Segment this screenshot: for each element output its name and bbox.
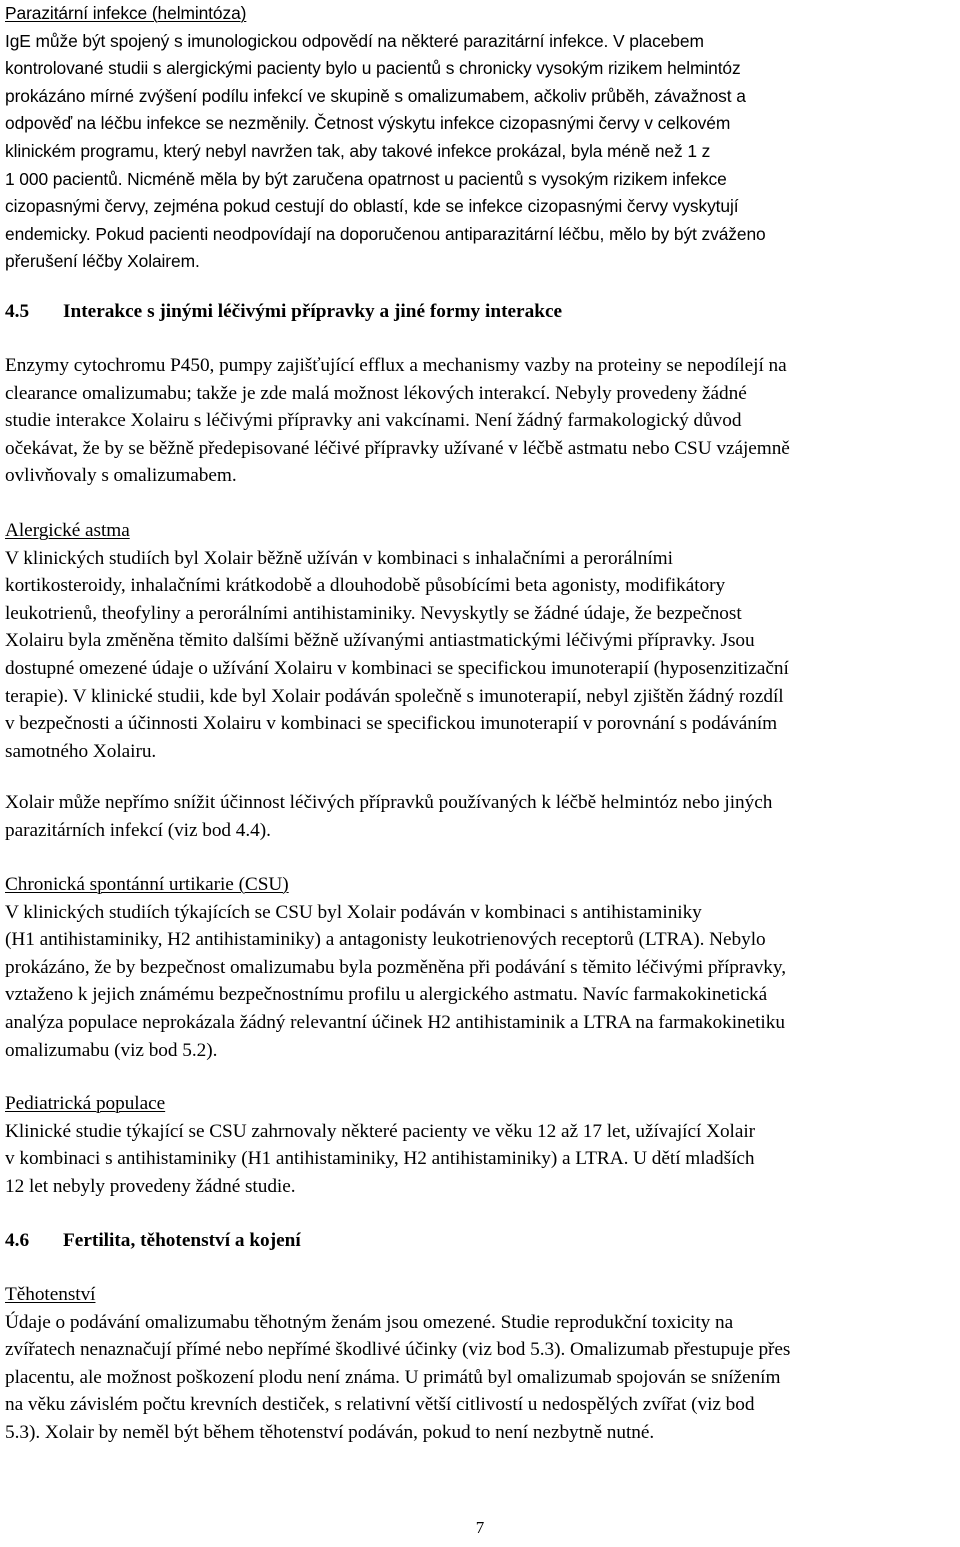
text-line: Xolair může nepřímo snížit účinnost léčivých přípravků používaných k léčbě helmintóz nebo jiných — [5, 792, 773, 813]
text-line: klinickém programu, který nebyl navržen tak, aby takové infekce prokázal, byla méně než 1 z — [5, 140, 711, 161]
text-line: kortikosteroidy, inhalačními krátkodobě a dlouhodobě působícími beta agonisty, modifikátory — [5, 575, 726, 597]
section-title: Fertilita, těhotenství a kojení — [63, 1230, 301, 1251]
text-line: omalizumabu (viz bod 5.2). — [5, 1039, 218, 1061]
text-line: přerušení léčby Xolairem. — [5, 251, 200, 272]
text-line: Údaje o podávání omalizumabu těhotným ženám jsou omezené. Studie reprodukční toxicity na — [5, 1311, 734, 1333]
csu-heading: Chronická spontánní urtikarie (CSU) — [5, 874, 289, 895]
text-line: prokázáno, že by bezpečnost omalizumabu byla pozměněna při podávání s těmito léčivými přípravky, — [5, 956, 787, 978]
text-line: Xolairu byla změněna těmito dalšími běžně užívanými antiastmatickými léčivými přípravky. Jsou — [5, 630, 755, 652]
text-line: leukotrienů, theofyliny a perorálními antihistaminiky. Nevyskytly se žádné údaje, že bezpečnost — [5, 602, 742, 624]
interaction-paragraph — [5, 352, 955, 490]
text-line: na věku závislém počtu krevních destiček, s relativní větší citlivostí u nedospělých zvířat (viz bod — [5, 1394, 755, 1416]
section-4-5-heading — [5, 298, 562, 326]
section-title: Interakce s jinými léčivými přípravky a jiné formy interakce — [63, 301, 563, 322]
section-number: 4.6 — [5, 1230, 30, 1251]
text-line: endemicky. Pokud pacienti neodpovídají na doporučenou antiparazitární léčbu, mělo by být zváženo — [5, 223, 766, 244]
text-line: cizopasnými červy, zejména pokud cestují do oblastí, kde se infekce cizopasnými červy vyskytují — [5, 196, 739, 217]
text-line: v bezpečnosti a účinnosti Xolairu v kombinaci se specifickou imunoterapií v porovnání s podáváním — [5, 713, 778, 735]
asthma-section — [5, 517, 955, 765]
text-line: očekávat, že by se běžně předepisované léčivé přípravky užívané v léčbě astmatu nebo CSU vzájemně — [5, 437, 790, 459]
text-line: IgE může být spojený s imunologickou odpovědí na některé parazitární infekce. V placebem — [5, 30, 704, 51]
text-line: studie interakce Xolairu s léčivými přípravky ani vakcínami. Není žádný farmakologický důvod — [5, 410, 742, 432]
text-line: odpověď na léčbu infekce se nezměnily. Četnost výskytu infekce cizopasnými červy v celkovém — [5, 113, 731, 134]
text-line: placentu, ale možnost poškození plodu není známa. U primátů byl omalizumab spojován se snížením — [5, 1366, 781, 1388]
text-line: dostupné omezené údaje o užívání Xolairu v kombinaci se specifickou imunoterapií (hyposenzitizační — [5, 657, 789, 679]
text-line: vztaženo k jejich známému bezpečnostnímu profilu u alergického astmatu. Navíc farmakokinetická — [5, 984, 768, 1006]
helminth-heading: Parazitární infekce (helmintóza) — [5, 3, 247, 23]
text-line: samotného Xolairu. — [5, 740, 157, 762]
text-line: clearance omalizumabu; takže je zde malá možnost lékových interakcí. Nebyly provedeny žádné — [5, 382, 747, 404]
text-line: 5.3). Xolair by neměl být během těhotenství podáván, pokud to není nezbytně nutné. — [5, 1421, 655, 1443]
pregnancy-section — [5, 1281, 955, 1447]
text-line: 12 let nebyly provedeny žádné studie. — [5, 1175, 296, 1197]
text-line: V klinických studiích týkajících se CSU byl Xolair podáván v kombinaci s antihistaminiky — [5, 901, 702, 923]
section-number: 4.5 — [5, 301, 30, 322]
xolair-note-paragraph — [5, 789, 955, 844]
text-line: analýza populace neprokázala žádný relevantní účinek H2 antihistaminik a LTRA na farmakokinetiku — [5, 1011, 785, 1033]
text-line: 1 000 pacientů. Nicméně měla by být zaručena opatrnost u pacientů s vysokým rizikem infekce — [5, 168, 727, 189]
text-line: (H1 antihistaminiky, H2 antihistaminiky) a antagonisty leukotrienových receptorů (LTRA). Nebylo — [5, 929, 766, 951]
section-4-6-heading — [5, 1227, 301, 1255]
pediatric-section — [5, 1090, 955, 1200]
csu-section — [5, 871, 955, 1064]
text-line: prokázáno mírné zvýšení podílu infekcí ve skupině s omalizumabem, ačkoliv průběh, závažnost a — [5, 85, 746, 106]
text-line: zvířatech nenaznačují přímé nebo nepřímé škodlivé účinky (viz bod 5.3). Omalizumab přestupuje přes — [5, 1339, 791, 1361]
pregnancy-heading: Těhotenství — [5, 1284, 96, 1305]
text-line: ovlivňovaly s omalizumabem. — [5, 465, 237, 487]
text-line: v kombinaci s antihistaminiky (H1 antihistaminiky, H2 antihistaminiky) a LTRA. U dětí mladších — [5, 1148, 755, 1170]
text-line: kontrolované studii s alergickými pacienty bylo u pacientů s chronicky vysokým rizikem helmintóz — [5, 58, 741, 79]
asthma-heading: Alergické astma — [5, 520, 130, 541]
text-line: parazitárních infekcí (viz bod 4.4). — [5, 819, 271, 841]
helminth-section — [5, 0, 955, 276]
text-line: terapie). V klinické studii, kde byl Xolair podáván společně s imunoterapií, nebyl zjištěn žádný rozdíl — [5, 685, 784, 707]
pediatric-heading: Pediatrická populace — [5, 1093, 166, 1114]
page-number: 7 — [475, 1518, 485, 1537]
text-line: V klinických studiích byl Xolair běžně užíván v kombinaci s inhalačními a perorálními — [5, 547, 673, 569]
text-line: Enzymy cytochromu P450, pumpy zajišťující efflux a mechanismy vazby na proteiny se nepodílejí na — [5, 355, 787, 376]
text-line: Klinické studie týkající se CSU zahrnovaly některé pacienty ve věku 12 až 17 let, užívající Xolair — [5, 1120, 756, 1142]
